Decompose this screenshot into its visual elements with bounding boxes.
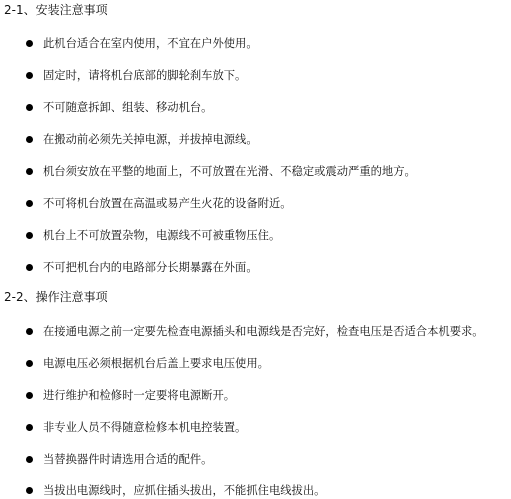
bullet-icon bbox=[26, 168, 33, 175]
list-item bbox=[26, 326, 506, 340]
list-item-text: 电源电压必须根据机台后盖上要求电压使用。 bbox=[43, 357, 269, 370]
bullet-icon bbox=[26, 40, 33, 47]
list-item bbox=[26, 485, 506, 499]
bullet-icon bbox=[26, 424, 33, 431]
list-item-text: 机台上不可放置杂物，电源线不可被重物压住。 bbox=[43, 229, 281, 242]
list-item-text: 不可把机台内的电路部分长期暴露在外面。 bbox=[43, 261, 258, 274]
list-item bbox=[26, 134, 506, 148]
section-title-installation: 2-1、安装注意事项 bbox=[4, 3, 108, 17]
list-item-text: 非专业人员不得随意检修本机电控装置。 bbox=[43, 421, 247, 434]
bullet-icon bbox=[26, 200, 33, 207]
bullet-icon bbox=[26, 487, 33, 494]
list-item bbox=[26, 390, 506, 404]
list-item-text: 当拔出电源线时，应抓住插头拔出，不能抓住电线拔出。 bbox=[43, 484, 326, 497]
list-item bbox=[26, 166, 506, 180]
bullet-icon bbox=[26, 136, 33, 143]
bullet-icon bbox=[26, 264, 33, 271]
list-item-text: 当替换器件时请选用合适的配件。 bbox=[43, 453, 213, 466]
bullet-icon bbox=[26, 456, 33, 463]
bullet-icon bbox=[26, 104, 33, 111]
list-item bbox=[26, 454, 506, 468]
list-item-text: 进行维护和检修时一定要将电源断开。 bbox=[43, 389, 236, 402]
bullet-icon bbox=[26, 360, 33, 367]
list-item-text: 不可将机台放置在高温或易产生火花的设备附近。 bbox=[43, 197, 292, 210]
list-item bbox=[26, 422, 506, 436]
bullet-icon bbox=[26, 232, 33, 239]
list-item-text: 固定时，请将机台底部的脚轮刹车放下。 bbox=[43, 69, 247, 82]
list-item-text: 不可随意拆卸、组装、移动机台。 bbox=[43, 101, 213, 114]
list-item bbox=[26, 358, 506, 372]
list-item bbox=[26, 102, 506, 116]
bullet-icon bbox=[26, 72, 33, 79]
list-item-text: 此机台适合在室内使用，不宜在户外使用。 bbox=[43, 37, 258, 50]
bullet-icon bbox=[26, 328, 33, 335]
list-item bbox=[26, 198, 506, 212]
bullet-icon bbox=[26, 392, 33, 399]
section-title-operation: 2-2、操作注意事项 bbox=[4, 290, 108, 304]
list-item bbox=[26, 70, 506, 84]
list-item-text: 在搬动前必须先关掉电源，并拔掉电源线。 bbox=[43, 133, 258, 146]
list-item-text: 在接通电源之前一定要先检查电源插头和电源线是否完好，检查电压是否适合本机要求。 bbox=[43, 325, 484, 338]
list-item-text: 机台须安放在平整的地面上，不可放置在光滑、不稳定或震动严重的地方。 bbox=[43, 165, 416, 178]
list-item bbox=[26, 38, 506, 52]
list-item bbox=[26, 230, 506, 244]
list-item bbox=[26, 262, 506, 276]
